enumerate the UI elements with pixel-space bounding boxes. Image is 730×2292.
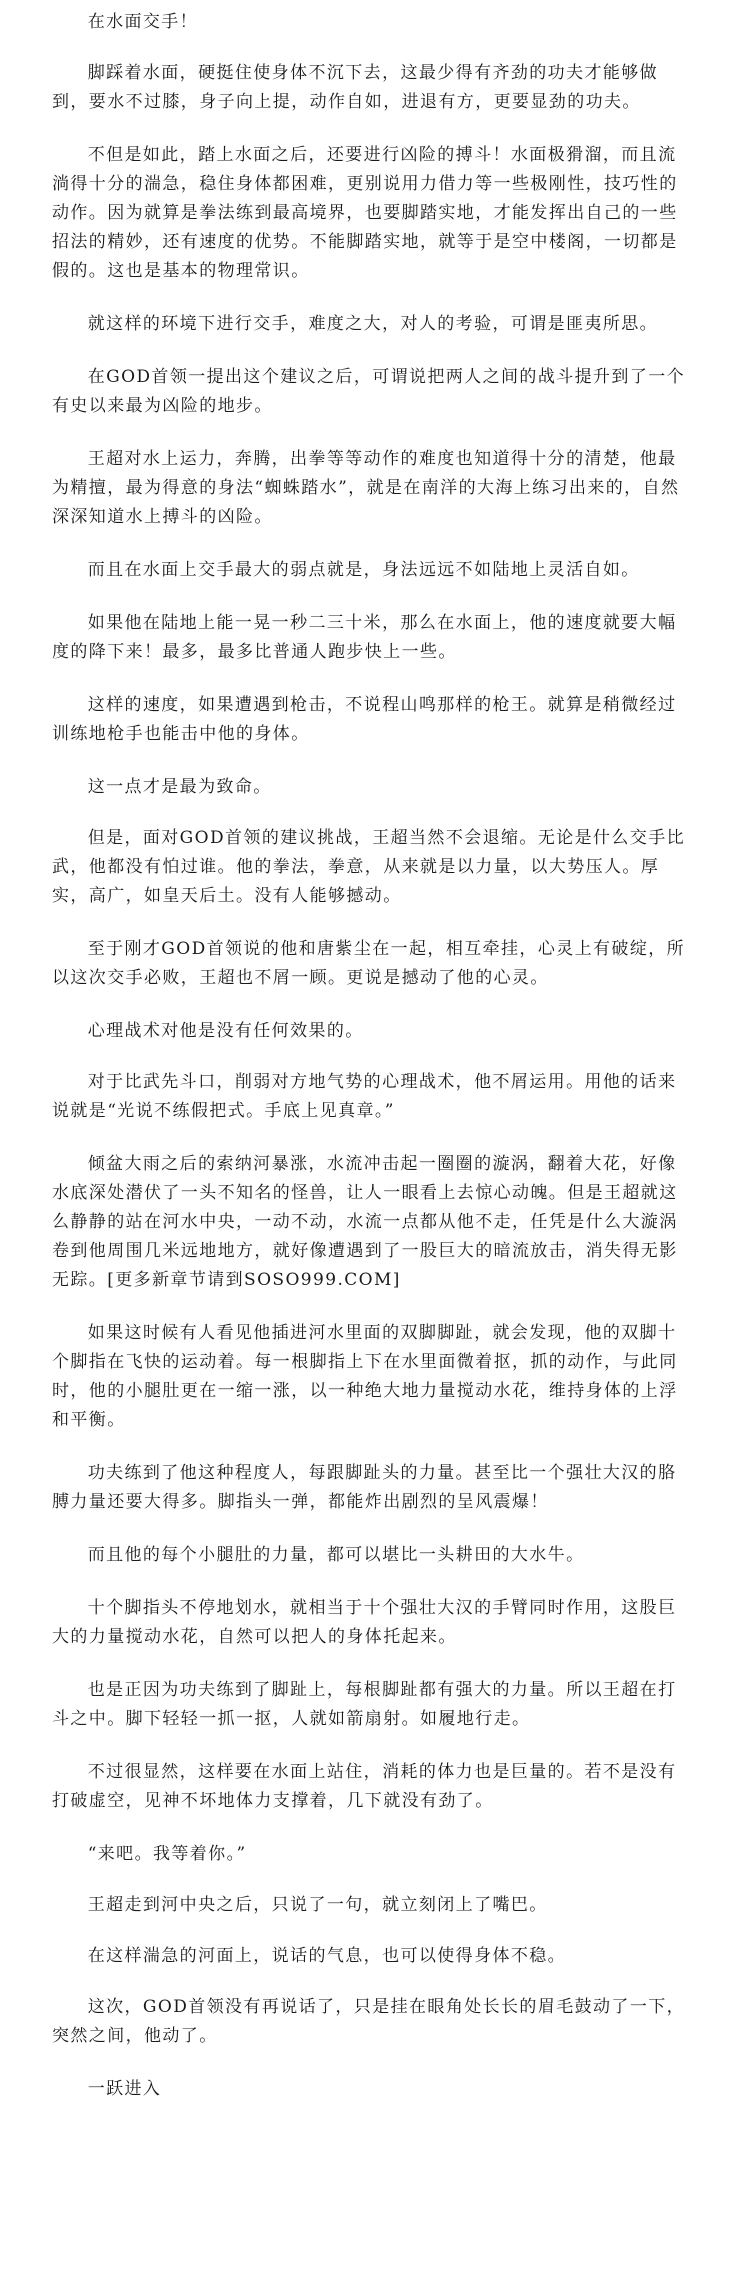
paragraph: 王超对水上运力，奔腾，出拳等等动作的难度也知道得十分的清楚，他最为精擅，最为得意的身法“蜘蛛踏水”，就是在南洋的大海上练习出来的，自然深深知道水上搏斗的凶险。 <box>52 449 680 527</box>
paragraph: 而且他的每个小腿肚的力量，都可以堪比一头耕田的大水牛。 <box>87 1545 585 1565</box>
paragraph: 如果这时候有人看见他插进河水里面的双脚脚趾，就会发现，他的双脚十个脚指在飞快的运动着。每一根脚指上下在水里面微着抠，抓的动作，与此同时，他的小腿肚更在一缩一涨，以一种绝大地力量搅动水花，维持身体的上浮和平衡。 <box>52 1323 678 1430</box>
paragraph: 在水面交手！ <box>87 12 199 32</box>
paragraph: 不但是如此，踏上水面之后，还要进行凶险的搏斗！水面极猾溜，而且流淌得十分的湍急，稳住身体都困难，更别说用力借力等一些极刚性，技巧性的动作。因为就算是拳法练到最高境界，也要脚踏实地，才能发挥出自己的一些招法的精妙，还有速度的优势。不能脚踏实地，就等于是空中楼阁，一切都是假的。这也是基本的物理常识。 <box>52 145 678 281</box>
paragraph: 一跃进入 <box>87 2079 162 2099</box>
paragraph: “来吧。我等着你。” <box>87 1844 247 1864</box>
paragraph: 在这样湍急的河面上，说话的气息，也可以使得身体不稳。 <box>87 1946 567 1966</box>
paragraph: 但是，面对GOD首领的建议挑战，王超当然不会退缩。无论是什么交手比武，他都没有怕过谁。他的拳法，拳意，从来就是以力量，以大势压人。厚实，高广，如皇天后土。没有人能够撼动。 <box>52 828 686 906</box>
paragraph: 在GOD首领一提出这个建议之后，可谓说把两人之间的战斗提升到了一个有史以来最为凶险的地步。 <box>52 367 686 416</box>
paragraph: 如果他在陆地上能一晃一秒二三十米，那么在水面上，他的速度就要大幅度的降下来！最多，最多比普通人跑步快上一些。 <box>52 613 677 662</box>
paragraph: 这次，GOD首领没有再说话了，只是挂在眼角处长长的眉毛鼓动了一下，突然之间，他动了。 <box>52 1997 686 2046</box>
paragraph: 而且在水面上交手最大的弱点就是，身法远远不如陆地上灵活自如。 <box>87 560 640 580</box>
paragraph: 倾盆大雨之后的索纳河暴涨，水流冲击起一圈圈的漩涡，翻着大花，好像水底深处潜伏了一头不知名的怪兽，让人一眼看上去惊心动魄。但是王超就这么静静的站在河水中央，一动不动，水流一点都从他不走，任凭是什么大漩涡卷到他周围几米远地地方，就好像遭遇到了一股巨大的暗流放击，消失得无影无踪。[更多新章节请到SOSO999.COM] <box>52 1154 678 1290</box>
paragraph: 也是正因为功夫练到了脚趾上，每根脚趾都有强大的力量。所以王超在打斗之中。脚下轻轻一抓一抠，人就如箭扇射。如履地行走。 <box>52 1680 677 1729</box>
paragraph: 脚踩着水面，硬挺住使身体不沉下去，这最少得有齐劲的功夫才能够做到，要水不过膝，身子向上提，动作自如，进退有方，更要显劲的功夫。 <box>52 63 659 112</box>
paragraph: 十个脚指头不停地划水，就相当于十个强壮大汉的手臂同时作用，这股巨大的力量搅动水花，自然可以把人的身体托起来。 <box>52 1598 677 1647</box>
paragraph: 对于比武先斗口，削弱对方地气势的心理战术，他不屑运用。用他的话来说就是“光说不练假把式。手底上见真章。” <box>52 1072 677 1121</box>
paragraph: 至于刚才GOD首领说的他和唐紫尘在一起，相互牵挂，心灵上有破绽，所以这次交手必败，王超也不屑一顾。更说是撼动了他的心灵。 <box>52 939 686 988</box>
paragraph: 王超走到河中央之后，只说了一句，就立刻闭上了嘴巴。 <box>87 1895 548 1915</box>
paragraph: 就这样的环境下进行交手，难度之大，对人的考验，可谓是匪夷所思。 <box>87 314 659 334</box>
paragraph: 这样的速度，如果遭遇到枪击，不说程山鸣那样的枪王。就算是稍微经过训练地枪手也能击中他的身体。 <box>52 695 677 744</box>
paragraph: 不过很显然，这样要在水面上站住，消耗的体力也是巨量的。若不是没有打破虚空，见神不坏地体力支撑着，几下就没有劲了。 <box>52 1762 677 1811</box>
paragraph: 心理战术对他是没有任何效果的。 <box>87 1021 364 1041</box>
paragraph: 这一点才是最为致命。 <box>87 777 272 797</box>
paragraph: 功夫练到了他这种程度人，每跟脚趾头的力量。甚至比一个强壮大汉的胳膊力量还要大得多。脚指头一弹，都能炸出剧烈的呈风震爆！ <box>52 1463 677 1512</box>
